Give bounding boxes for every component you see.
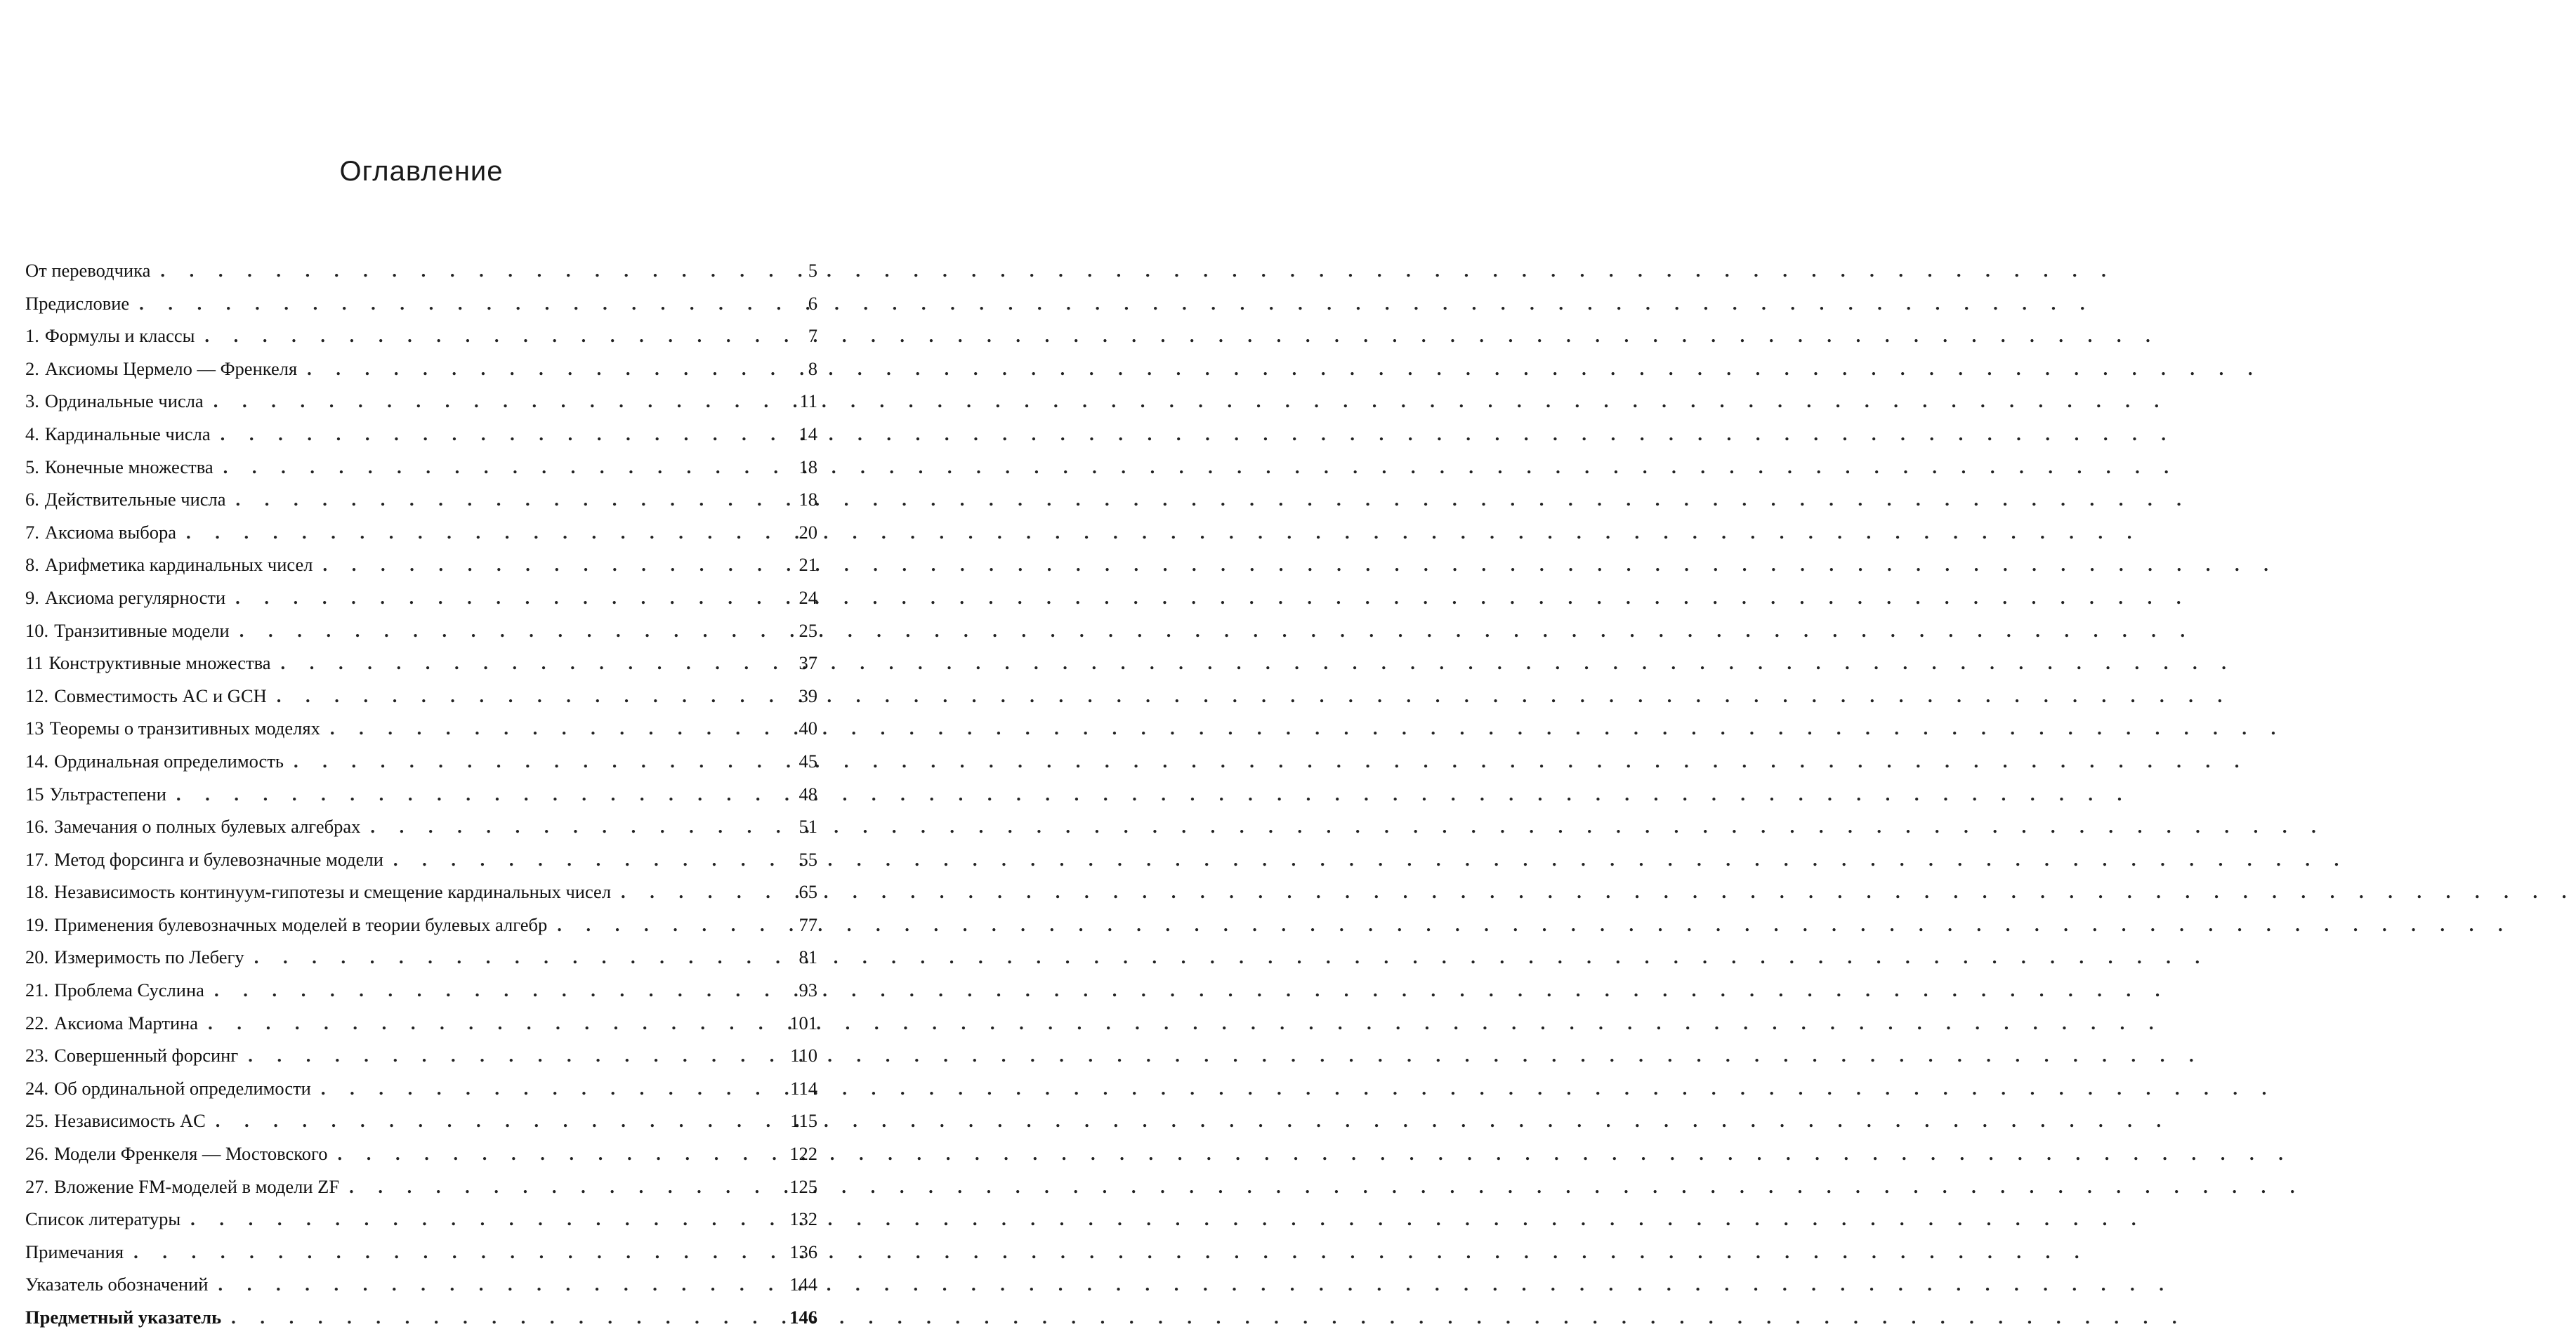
toc-entry (25, 1236, 817, 1269)
toc-entry-label: Предисловие (25, 292, 130, 314)
toc-entry-label: Примечания (25, 1241, 124, 1262)
toc-entry-label: Вложение FM-моделей в модели ZF (54, 1175, 340, 1197)
toc-entry-title (25, 548, 313, 581)
toc-entry-label: Измеримость по Лебегу (54, 946, 244, 968)
toc-entry (25, 810, 817, 843)
toc-entry-number: 9. (25, 586, 39, 608)
toc-entry-number: 1. (25, 325, 39, 347)
toc-entry-label: Конструктивные множества (48, 652, 271, 674)
toc-entry-title (25, 418, 211, 451)
dot-leader (221, 418, 770, 451)
toc-entry-page: 25 (799, 619, 817, 641)
toc-entry-label: Указатель обозначений (25, 1274, 209, 1295)
dot-leader (216, 1104, 770, 1137)
toc-entry (25, 941, 817, 974)
toc-entry-number: 22. (25, 1012, 49, 1033)
toc-entry-title (25, 1007, 198, 1040)
toc-entry (25, 909, 817, 942)
dot-leader (214, 974, 770, 1007)
toc-entry-title (25, 1170, 339, 1203)
dot-leader (218, 1268, 770, 1301)
toc-entry-page: 146 (789, 1307, 817, 1328)
dot-leader (307, 352, 770, 385)
toc-entry (25, 1072, 817, 1105)
toc-entry-page: 5 (808, 260, 817, 281)
toc-entry-number: 25. (25, 1110, 49, 1132)
toc-entry (25, 843, 817, 876)
toc-entry-label: Замечания о полных булевых алгебрах (54, 816, 361, 838)
toc-entry (25, 483, 817, 516)
dot-leader (176, 778, 770, 811)
toc-entry-page: 7 (808, 325, 817, 347)
dot-leader (231, 1301, 770, 1334)
toc-entry-title (25, 843, 383, 876)
toc-entry-label: Действительные числа (44, 489, 226, 510)
toc-entry-title (25, 581, 225, 614)
toc-entry-label: Аксиома Мартина (54, 1012, 199, 1033)
toc-entry-label: Аксиома выбора (44, 521, 176, 543)
toc-entry (25, 712, 817, 745)
toc-entry-label: Формулы и классы (44, 325, 195, 347)
dot-leader (337, 1137, 770, 1170)
toc-entry-title (25, 516, 176, 549)
toc-entry (25, 451, 817, 484)
toc-entry-page: 21 (799, 554, 817, 576)
dot-leader (139, 287, 770, 320)
toc-entry-page: 93 (799, 979, 817, 1001)
toc-entry (25, 614, 817, 647)
toc-entry-page: 115 (790, 1110, 817, 1132)
dot-leader (557, 909, 770, 942)
dot-leader (294, 745, 770, 778)
toc-entry-label: Модели Френкеля — Мостовского (54, 1143, 328, 1165)
toc-entry-number: 11 (25, 652, 44, 674)
toc-entry-title (25, 385, 204, 418)
toc-entry-title (25, 287, 129, 320)
toc-entry-page: 39 (799, 685, 817, 706)
toc-entry-title (25, 1104, 206, 1137)
toc-entry (25, 974, 817, 1007)
toc-entry-number: 20. (25, 946, 49, 968)
toc-entry-label: Аксиома регулярности (44, 586, 226, 608)
toc-entry-title (25, 712, 320, 745)
toc-entry-label: Применения булевозначных моделей в теории булевых алгебр (54, 913, 548, 935)
dot-leader (160, 254, 770, 287)
toc-entry-label: Совместимость AC и GCH (54, 685, 267, 706)
toc-entry-title (25, 1301, 221, 1334)
toc-entry-number: 4. (25, 423, 39, 444)
toc-entry-number: 18. (25, 881, 49, 903)
toc-entry-page: 110 (790, 1045, 817, 1066)
toc-entry (25, 1170, 817, 1203)
toc-entry-page: 37 (799, 652, 817, 674)
toc-entry-title (25, 254, 150, 287)
toc-entry (25, 581, 817, 614)
toc-entry-title (25, 909, 547, 942)
dot-leader (370, 810, 770, 843)
toc-entry-title (25, 680, 267, 713)
toc-entry (25, 1039, 817, 1072)
toc-entry-page: 81 (799, 946, 817, 968)
dot-leader (323, 548, 770, 581)
toc-entry-title (25, 810, 360, 843)
toc-entry-page: 125 (789, 1175, 817, 1197)
toc-entry (25, 680, 817, 713)
toc-entry-number: 27. (25, 1175, 49, 1197)
toc-entry-title (25, 745, 284, 778)
toc-entry-number: 15 (25, 783, 44, 805)
toc-entry-title (25, 876, 611, 909)
toc-entry-number: 26. (25, 1143, 49, 1165)
toc-entry-number: 6. (25, 489, 39, 510)
toc-entry-page: 55 (799, 848, 817, 870)
dot-leader (248, 1039, 770, 1072)
toc-entry-label: Метод форсинга и булевозначные модели (54, 848, 383, 870)
toc-entry-page: 24 (799, 586, 817, 608)
toc-entry (25, 1007, 817, 1040)
dot-leader (190, 1203, 770, 1236)
toc-entry-title (25, 1203, 180, 1236)
toc-entry-label: Об ординальной определимости (54, 1077, 311, 1099)
toc-entry-title (25, 974, 204, 1007)
dot-leader (223, 451, 770, 484)
dot-leader (330, 712, 770, 745)
toc-entry (25, 778, 817, 811)
toc-entry-page: 101 (789, 1012, 817, 1033)
dot-leader (213, 385, 770, 418)
toc-entry-number: 10. (25, 619, 49, 641)
toc-entry-label: Конечные множества (44, 456, 213, 477)
toc-entry (25, 418, 817, 451)
dot-leader (393, 843, 770, 876)
toc-entry-label: Проблема Суслина (54, 979, 204, 1001)
dot-leader (281, 647, 770, 680)
document-page (0, 0, 843, 1330)
toc-entry-label: Предметный указатель (25, 1307, 222, 1328)
toc-entry-title (25, 1137, 327, 1170)
dot-leader (239, 614, 770, 647)
toc-entry-title (25, 1236, 124, 1269)
toc-entry-page: 51 (799, 816, 817, 838)
toc-entry-page: 20 (799, 521, 817, 543)
toc-entry-label: Транзитивные модели (54, 619, 230, 641)
toc-entry-title (25, 1039, 238, 1072)
toc-entry-title (25, 319, 195, 352)
toc-entry (25, 1104, 817, 1137)
toc-entry (25, 385, 817, 418)
toc-entry-title (25, 778, 166, 811)
toc-entry-page: 18 (799, 489, 817, 510)
toc-entry-label: Ультрастепени (49, 783, 166, 805)
toc-entry-label: Совершенный форсинг (54, 1045, 239, 1066)
toc-entry-label: Ординальная определимость (54, 750, 284, 772)
toc-entry-label: Арифметика кардинальных чисел (44, 554, 313, 576)
dot-leader (321, 1072, 770, 1105)
dot-leader (349, 1170, 770, 1203)
toc-entry-title (25, 483, 226, 516)
toc-entry-label: Аксиомы Цермело — Френкеля (44, 357, 298, 379)
toc-entry-title (25, 1268, 208, 1301)
dot-leader (621, 876, 770, 909)
toc-entry-number: 19. (25, 913, 49, 935)
toc-entry-label: Независимость AC (54, 1110, 206, 1132)
toc-entry-page: 144 (789, 1274, 817, 1295)
toc-entry-number: 16. (25, 816, 49, 838)
toc-entry (25, 352, 817, 385)
toc-entry (25, 1137, 817, 1170)
toc-entry-title (25, 614, 230, 647)
toc-entry-number: 14. (25, 750, 49, 772)
toc-entry-title (25, 941, 244, 974)
toc-entry-title (25, 647, 271, 680)
toc-entry (25, 254, 817, 287)
toc-entry-page: 114 (790, 1077, 817, 1099)
toc-entry-label: Теоремы о транзитивных моделях (49, 718, 320, 739)
toc-entry-page: 136 (789, 1241, 817, 1262)
toc-entry-page: 65 (799, 881, 817, 903)
dot-leader (133, 1236, 770, 1269)
toc-entry (25, 1301, 817, 1334)
toc-entry (25, 647, 817, 680)
dot-leader (236, 483, 770, 516)
dot-leader (204, 319, 770, 352)
toc-entry-page: 77 (799, 913, 817, 935)
toc-entry-number: 3. (25, 390, 39, 412)
dot-leader (186, 516, 770, 549)
toc-entry-label: Ординальные числа (44, 390, 204, 412)
toc-entry-page: 48 (799, 783, 817, 805)
toc-entry (25, 876, 817, 909)
dot-leader (235, 581, 770, 614)
toc-entry (25, 319, 817, 352)
toc-entry-number: 23. (25, 1045, 49, 1066)
toc-entry (25, 1268, 817, 1301)
toc-entry (25, 287, 817, 320)
toc-entry-number: 17. (25, 848, 49, 870)
dot-leader (277, 680, 770, 713)
toc-entry-page: 40 (799, 718, 817, 739)
toc-entry-label: Кардинальные числа (44, 423, 211, 444)
toc-entry-label: Список литературы (25, 1208, 181, 1230)
toc-entry-number: 12. (25, 685, 49, 706)
toc-entry-page: 132 (789, 1208, 817, 1230)
toc-entry (25, 516, 817, 549)
toc-entry-number: 21. (25, 979, 49, 1001)
toc-entry-title (25, 451, 213, 484)
toc-entry-number: 2. (25, 357, 39, 379)
toc-entry-page: 18 (799, 456, 817, 477)
toc-entry-number: 8. (25, 554, 39, 576)
toc-entry-number: 5. (25, 456, 39, 477)
toc-entry-page: 45 (799, 750, 817, 772)
toc-entry-page: 8 (808, 357, 817, 379)
toc-entry-number: 13 (25, 718, 44, 739)
toc-entry-label: От переводчика (25, 260, 151, 281)
toc-entry (25, 548, 817, 581)
toc-entry-title (25, 352, 297, 385)
page-title: Оглавление (339, 156, 504, 187)
toc-entry (25, 1203, 817, 1236)
toc-entry-number: 7. (25, 521, 39, 543)
toc-entry-label: Независимость континуум-гипотезы и смещение кардинальных чисел (54, 881, 612, 903)
toc-entry-page: 11 (799, 390, 817, 412)
toc-entry-page: 122 (789, 1143, 817, 1165)
toc-entry (25, 745, 817, 778)
toc-entry-number: 24. (25, 1077, 49, 1099)
toc-entry-title (25, 1072, 311, 1105)
dot-leader (254, 941, 770, 974)
table-of-contents (25, 254, 817, 1334)
toc-entry-page: 14 (799, 423, 817, 444)
dot-leader (208, 1007, 770, 1040)
toc-entry-page: 6 (808, 292, 817, 314)
